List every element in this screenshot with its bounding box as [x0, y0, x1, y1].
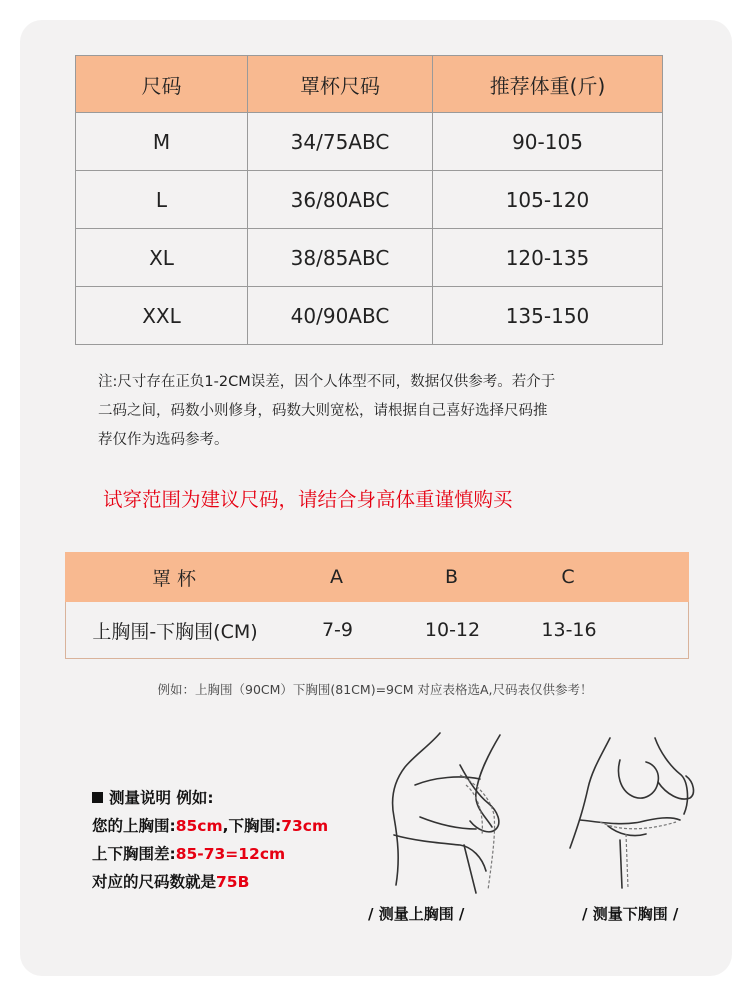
- measure-line-2: [92, 840, 328, 868]
- caption-lower-bust: / 测量下胸围 /: [582, 905, 679, 923]
- cell-size: XL: [76, 229, 248, 287]
- upper-bust-illustration: [360, 725, 520, 895]
- lower-bust-illustration: [560, 730, 710, 890]
- cell-size: L: [76, 171, 248, 229]
- note-line: 注:尺寸存在正负1-2CM误差，因个人体型不同，数据仅供参考。若介于: [98, 374, 556, 390]
- cup-table-header: [65, 552, 689, 602]
- cup-table-row: [65, 602, 689, 659]
- example-text: 例如：上胸围（90CM）下胸围(81CM)=9CM 对应表格选A,尺码表仅供参考！: [157, 682, 593, 697]
- size-table: [75, 55, 663, 345]
- diff-label: 上下胸围差:: [92, 845, 176, 863]
- result-value: 75B: [216, 873, 250, 891]
- diff-value: 85-73=12cm: [175, 845, 286, 863]
- table-row: [76, 229, 663, 287]
- separator: ,: [222, 817, 229, 835]
- measure-line-3: [92, 868, 328, 896]
- header-weight: 推荐体重(斤): [433, 56, 663, 113]
- measure-title: 测量说明 例如:: [109, 789, 214, 807]
- cell-size: XXL: [76, 287, 248, 345]
- cell-cup: 40/90ABC: [248, 287, 433, 345]
- table-row: [76, 113, 663, 171]
- cell-weight: 135-150: [433, 287, 663, 345]
- size-note: [98, 368, 658, 455]
- note-line: 荐仅作为选码参考。: [98, 432, 229, 448]
- cell-cup: 36/80ABC: [248, 171, 433, 229]
- cup-row-c: 13-16: [541, 619, 597, 641]
- lower-label: 下胸围:: [228, 817, 282, 835]
- result-label: 对应的尺码数就是: [92, 873, 217, 891]
- note-line: 二码之间，码数小则修身，码数大则宽松，请根据自己喜好选择尺码推: [98, 403, 548, 419]
- upper-value: 85cm: [175, 817, 223, 835]
- measure-title-line: [92, 784, 328, 812]
- cell-weight: 90-105: [433, 113, 663, 171]
- cup-row-a: 7-9: [321, 619, 354, 641]
- cell-size: M: [76, 113, 248, 171]
- fit-warning: 试穿范围为建议尺码，请结合身高体重谨慎购买: [103, 488, 513, 511]
- cell-weight: 120-135: [433, 229, 663, 287]
- bullet-square-icon: [92, 792, 103, 803]
- size-table-header: [76, 56, 663, 113]
- table-row: [76, 171, 663, 229]
- cell-weight: 105-120: [433, 171, 663, 229]
- cup-header-a: A: [330, 566, 343, 588]
- cell-cup: 38/85ABC: [248, 229, 433, 287]
- cup-row-b: 10-12: [424, 619, 481, 641]
- cup-header-c: C: [561, 566, 575, 588]
- header-cup-size: 罩杯尺码: [248, 56, 433, 113]
- cup-header-label: 罩 杯: [151, 567, 197, 590]
- cup-header-b: B: [444, 566, 459, 588]
- cup-row-label: 上胸围-下胸围(CM): [92, 620, 258, 643]
- table-row: [76, 287, 663, 345]
- caption-upper-bust: / 测量上胸围 /: [368, 905, 465, 923]
- header-size: 尺码: [76, 56, 248, 113]
- cup-table: [65, 552, 689, 659]
- measure-line-1: [92, 812, 328, 840]
- upper-label: 您的上胸围:: [92, 817, 176, 835]
- cell-cup: 34/75ABC: [248, 113, 433, 171]
- lower-value: 73cm: [281, 817, 329, 835]
- measure-instructions: [92, 784, 328, 896]
